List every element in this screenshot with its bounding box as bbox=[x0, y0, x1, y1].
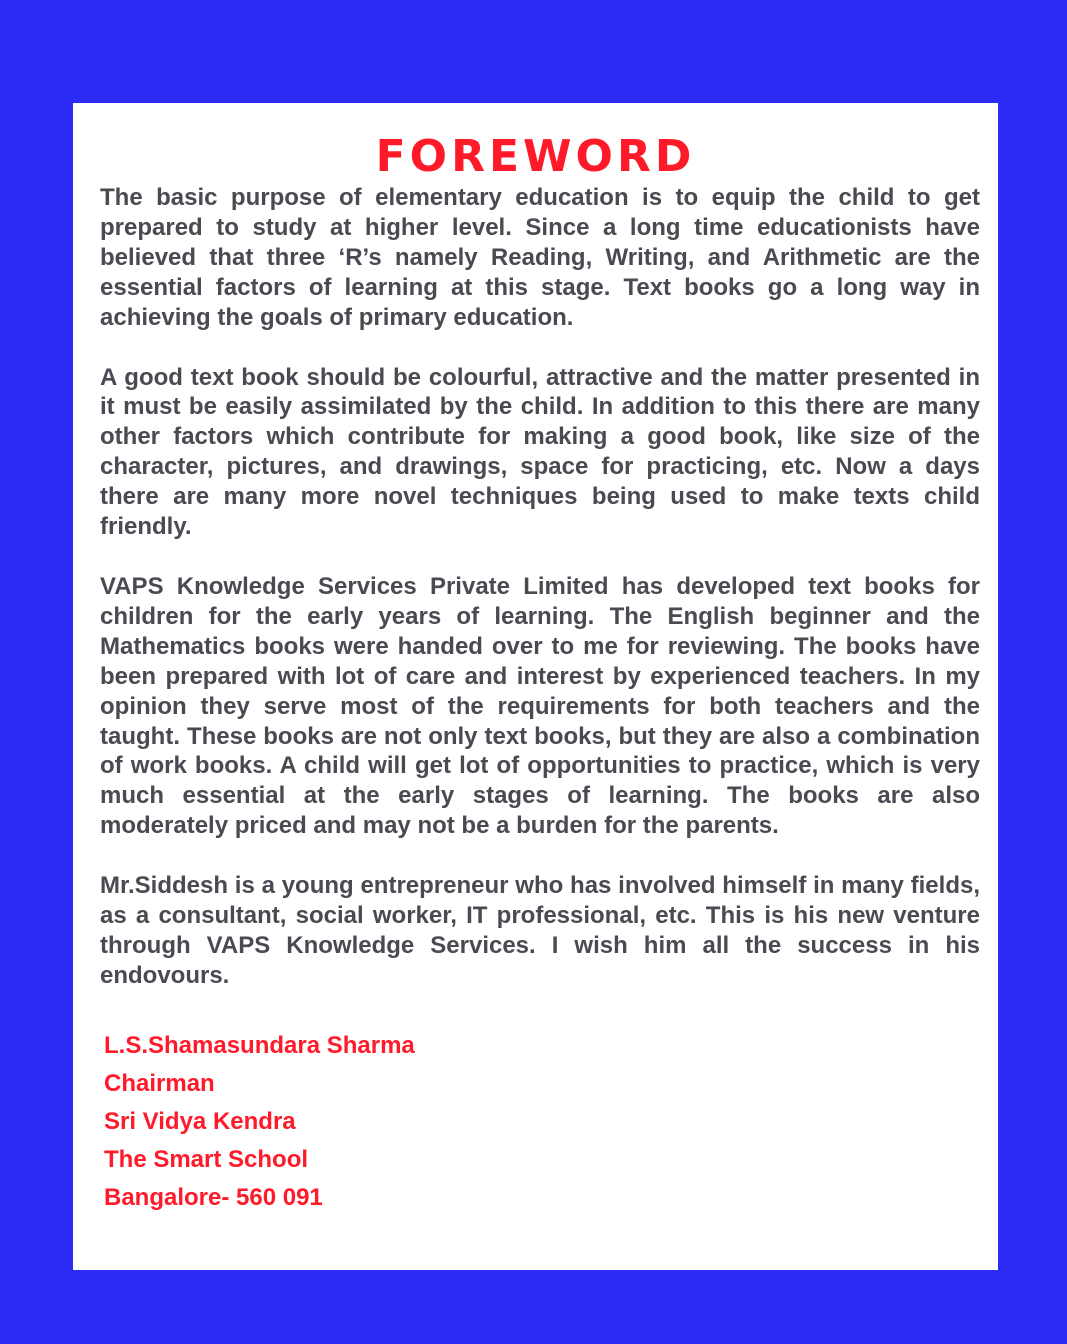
signature-organization: Sri Vidya Kendra bbox=[104, 1108, 296, 1135]
paragraph-good-text-book: A good text book should be colourful, attractive and the matter presented in it must be easily assimilated by the child. In addition to this there are many other factors which contribute for making a good book, like size of the character, pictures, and drawings, space for practicing, etc. Now a days there are many more novel techniques being used to make texts child friendly. bbox=[100, 363, 980, 541]
page-title: FOREWORD bbox=[375, 131, 696, 182]
signature-block bbox=[104, 1027, 415, 1217]
document-page bbox=[73, 103, 998, 1270]
foreword-body bbox=[100, 183, 980, 991]
paragraph-vaps-books: VAPS Knowledge Services Private Limited has developed text books for children for the early years of learning. The English beginner and the Mathematics books were handed over to me for reviewing. The books have been prepared with lot of care and interest by experienced teachers. In my opinion they serve most of the requirements for both teachers and the taught. These books are not only text books, but they are also a combination of work books. A child will get lot of opportunities to practice, which is very much essential at the early stages of learning. The books are also moderately priced and may not be a burden for the parents. bbox=[100, 572, 980, 840]
signature-position: Chairman bbox=[104, 1070, 215, 1097]
paragraph-siddesh: Mr.Siddesh is a young entrepreneur who has involved himself in many fields, as a consultant, social worker, IT professional, etc. This is his new venture through VAPS Knowledge Services. I wish him all the success in his endovours. bbox=[100, 872, 980, 989]
signature-school: The Smart School bbox=[104, 1146, 309, 1173]
signature-name: L.S.Shamasundara Sharma bbox=[104, 1032, 415, 1059]
signature-address: Bangalore- 560 091 bbox=[104, 1184, 323, 1211]
paragraph-purpose: The basic purpose of elementary education is to equip the child to get prepared to study at higher level. Since a long time educationists have believed that three ‘R’s namely Reading, Writing, and Arithmetic are the essential factors of learning at this stage. Text books go a long way in achieving the goals of primary education. bbox=[100, 184, 980, 331]
